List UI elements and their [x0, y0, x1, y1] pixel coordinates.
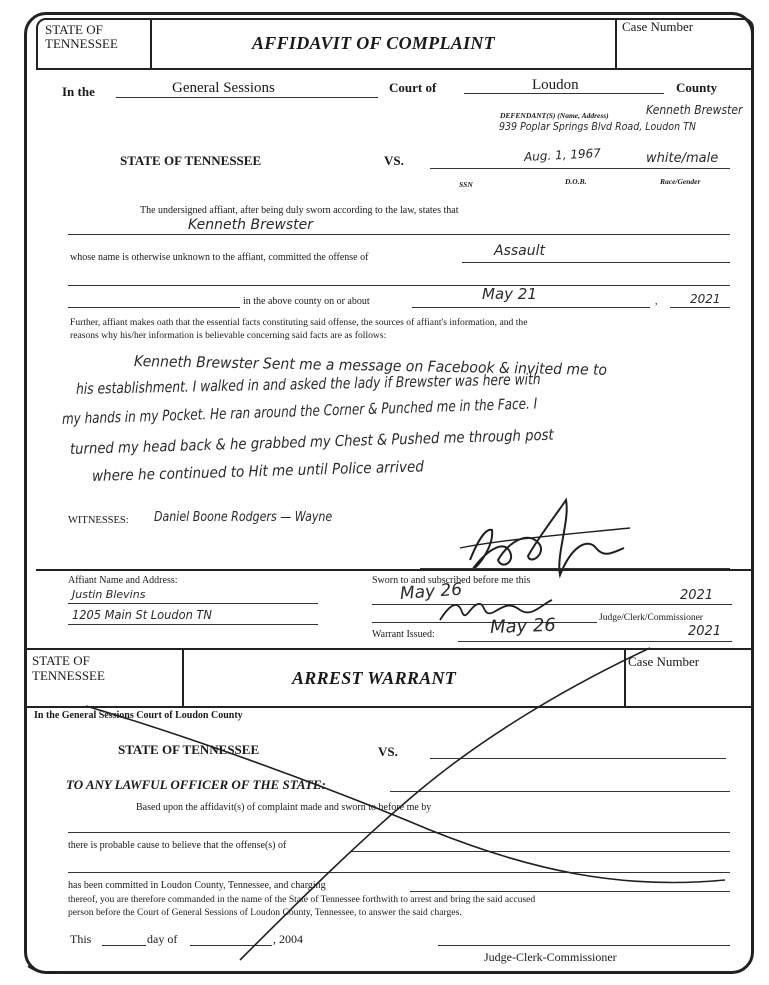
accused-name: Kenneth Brewster [188, 217, 314, 233]
year-label: , 2004 [273, 932, 303, 946]
sworn-text: Sworn to and subscribed before me this [372, 575, 531, 586]
defendant-address: 939 Poplar Springs Blvd Road, Loudon TN [499, 120, 696, 133]
further-text-line-2: reasons why his/her information is believable concerning said facts are as follows: [70, 330, 387, 341]
court-name: General Sessions [172, 80, 275, 96]
defendant-race-gender: white/male [646, 151, 719, 166]
narrative-line-1: Kenneth Brewster Sent me a message on Facebook & invited me to [133, 352, 608, 379]
defendant-dob: Aug. 1, 1967 [523, 145, 602, 164]
commanded-text-line-1: thereof, you are therefore commanded in the name of the State of Tennessee forthwith to arrest and bring the said accused [68, 894, 536, 905]
defendant-label: DEFENDANT(S) (Name, Address) [500, 111, 609, 120]
affiant-address: 1205 Main St Loudon TN [72, 608, 212, 622]
narrative-line-3: my hands in my Pocket. He ran around the Corner & Punched me in the Face. I [61, 394, 538, 428]
witnesses-value: Daniel Boone Rodgers — Wayne [154, 510, 333, 525]
affidavit-title: AFFIDAVIT OF COMPLAINT [252, 33, 495, 53]
court-of-label: Court of [389, 80, 437, 95]
narrative-line-4: turned my head back & he grabbed my Chest & Pushed me through post [69, 425, 554, 458]
affidavit-state-label: STATE OF TENNESSEE [45, 22, 118, 51]
further-text-line-1: Further, affiant makes oath that the essential facts constituting said offense, the sources of affiant's information, and the [70, 317, 528, 328]
witnesses-label: WITNESSES: [68, 515, 129, 526]
narrative-line-5: where he continued to Hit me until Police arrived [91, 457, 425, 485]
ssn-label: SSN [459, 180, 473, 189]
committed-text: has been committed in Loudon County, Tennessee, and charging [68, 880, 326, 891]
lawful-officer-label: TO ANY LAWFUL OFFICER OF THE STATE: [66, 777, 326, 792]
warrant-case-number-label: Case Number [628, 654, 700, 669]
warrant-title: ARREST WARRANT [292, 668, 457, 688]
race-gender-label: Race/Gender [660, 177, 701, 186]
vs-affidavit: VS. [384, 153, 404, 168]
affiant-name: Justin Blevins [72, 588, 146, 601]
offense-year: 2021 [690, 292, 721, 306]
warrant-issued-label: Warrant Issued: [372, 629, 435, 640]
narrative-line-2: his establishment. I walked in and asked the lady if Brewster was here with [75, 370, 541, 398]
state-of-tennessee-affidavit: STATE OF TENNESSEE [120, 153, 262, 168]
affidavit-case-number-label: Case Number [622, 19, 694, 34]
warrant-issued-year: 2021 [688, 624, 722, 639]
dob-label: D.O.B. [565, 177, 587, 186]
warrant-state-label: STATE OF TENNESSEE [32, 653, 105, 683]
whose-name-text: whose name is otherwise unknown to the affiant, committed the offense of [70, 252, 369, 263]
commanded-text-line-2: person before the Court of General Sessions of Loudon County, Tennessee, to answer the said charges. [68, 907, 462, 918]
state-of-tennessee-warrant: STATE OF TENNESSEE [118, 742, 260, 757]
affiant-label: Affiant Name and Address: [68, 575, 178, 586]
warrant-issued-date: May 26 [489, 614, 557, 638]
judge-label-warrant: Judge-Clerk-Commissioner [484, 950, 617, 964]
vs-warrant: VS. [378, 744, 398, 759]
affidavit-document: STATE OF TENNESSEE AFFIDAVIT OF COMPLAINT Case Number In the General Sessions Court of Loudon County DEFENDANT(S) (Name, Address) Kenneth Brewster 939 Poplar Springs Blvd Road, Loudon TN STATE OF TENNESSEE VS. Aug. 1, 1967 white/male SSN D.O.B. Race/Gender The undersigned affiant, after being duly sworn according to the law, states that Kenneth Brewster whose name is otherwise unknown to the affiant, committed the offense of Assault in the above county on or about May 21 , 2021 Further, affiant makes oath that the essential facts constituting said offense, the sources of affiant's information, and the reasons why his/her information is believable concerning said facts are as follows: Kenneth Brewster Sent me a message on Facebook & invited me to his establishment. I walked in and asked the lady if Brewster was here with my hands in my Pocket. He ran around the Corner & Punched me in the Face. I turned my head back & he grabbed my Chest & Pushed me through post where he continued to Hit me until Police arrived WITNESSES: Daniel Boone Rodgers — Wayne Affiant Name and Address: Justin Blevins 1205 Main St Loudon TN Sworn to and subscribed before me this May 26 2021 Judge/Clerk/Commissioner Warrant Issued: May 26 2021 STATE OF TENNESSEE ARREST WARRANT Case Number In the General Sessions Court of Loudon County STATE OF TENNESSEE VS. TO ANY LAWFUL OFFICER OF THE STATE: Based upon the affidavit(s) of complaint made and sworn to before me by there is probable cause to believe that the offense(s) of has been committed in Loudon County, Tennessee, and charging thereof, you are therefore commanded in the name of the State of Tennessee forthwith to arrest and bring the said accused person before the Court of General Sessions of Loudon County, Tennessee, to answer the said charges. This day of , 2004 Judge-Clerk-Commissioner [0, 0, 769, 985]
this-label: This [70, 932, 92, 946]
day-of-label: day of [147, 932, 178, 946]
sworn-date: May 26 [399, 579, 463, 604]
county-name: Loudon [532, 77, 579, 93]
based-upon-text: Based upon the affidavit(s) of complaint made and sworn to before me by [136, 802, 432, 813]
judge-label-affidavit: Judge/Clerk/Commissioner [599, 613, 703, 623]
warrant-court-line: In the General Sessions Court of Loudon County [34, 710, 243, 721]
county-label: County [676, 80, 718, 95]
in-the-label: In the [62, 84, 95, 99]
defendant-name: Kenneth Brewster [646, 103, 743, 117]
probable-cause-text: there is probable cause to believe that the offense(s) of [68, 840, 287, 851]
sworn-year: 2021 [680, 588, 714, 603]
offense-date: May 21 [482, 285, 537, 303]
offense-value: Assault [494, 243, 545, 259]
above-county-text: in the above county on or about [243, 296, 370, 307]
intro-text: The undersigned affiant, after being duly sworn according to the law, states that [140, 205, 459, 216]
